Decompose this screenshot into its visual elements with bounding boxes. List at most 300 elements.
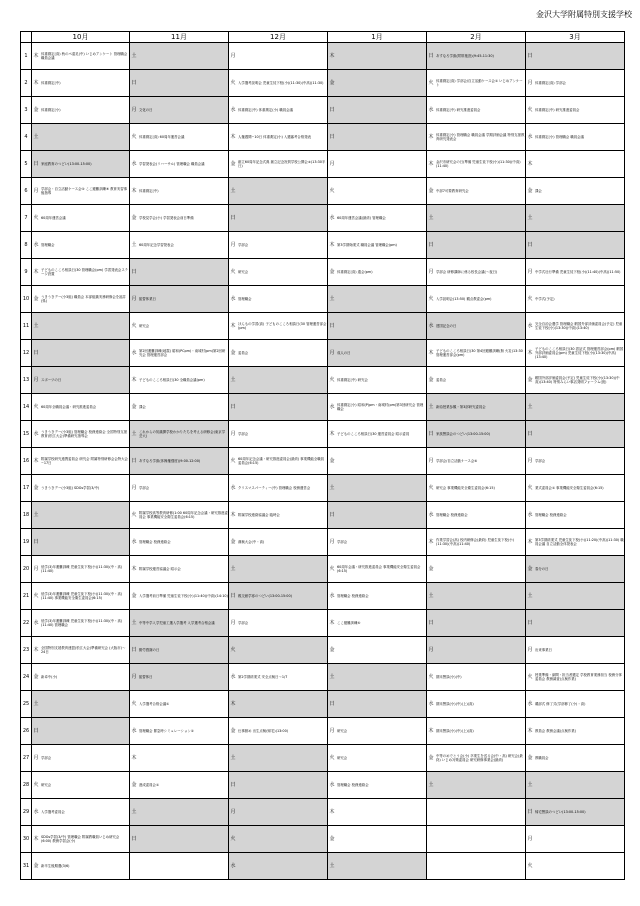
day-cell <box>328 799 427 826</box>
day-cell-content <box>130 340 228 366</box>
day-row <box>21 205 625 232</box>
day-cell-content <box>526 367 624 393</box>
day-cell-content <box>427 772 525 798</box>
weekday-label: 金 <box>428 754 434 761</box>
day-cell-content <box>229 97 327 123</box>
weekday-label: 火 <box>131 133 137 140</box>
day-cell-content <box>328 70 426 96</box>
weekday-label: 月 <box>33 376 39 383</box>
weekday-label: 金 <box>131 214 137 221</box>
event-text: 入学選考委員会 <box>41 809 65 814</box>
day-cell-content <box>32 718 129 744</box>
day-cell <box>427 313 526 340</box>
day-cell-content <box>427 340 525 366</box>
day-row <box>21 691 625 718</box>
event-text: 帰宅懇談のつどい(13:00-15:00) <box>535 809 586 814</box>
day-cell <box>526 124 625 151</box>
day-cell <box>229 583 328 610</box>
event-text: 体重測定(中) 研究会 <box>337 377 368 382</box>
day-cell-content <box>328 232 426 258</box>
weekday-label: 水 <box>33 619 39 626</box>
weekday-label: 日 <box>131 835 137 842</box>
day-cell <box>130 664 229 691</box>
day-cell <box>130 718 229 745</box>
month-header: 12月 <box>229 32 328 43</box>
weekday-label: 水 <box>33 241 39 248</box>
day-row <box>21 151 625 178</box>
month-header: 2月 <box>427 32 526 43</box>
weekday-label: 木 <box>527 349 533 356</box>
weekday-label: 火 <box>329 565 335 572</box>
day-cell <box>526 232 625 259</box>
day-cell <box>32 70 130 97</box>
weekday-label: 水 <box>428 106 434 113</box>
day-cell <box>526 421 625 448</box>
day-cell <box>427 70 526 97</box>
day-cell <box>32 556 130 583</box>
day-cell <box>229 772 328 799</box>
weekday-label: 土 <box>33 700 39 707</box>
day-cell <box>526 691 625 718</box>
day-cell <box>32 259 130 286</box>
day-cell <box>32 502 130 529</box>
day-cell-content <box>32 691 129 717</box>
day-number: 20 <box>21 556 32 583</box>
event-text: 体重測定(小) 管理職会 職員会議 学期評価会議 特別支援教育研究発表会 <box>436 132 525 141</box>
event-text: ほんもの学習(高) 子どものこころ相談日(30 管理運営部会(pm) <box>238 321 327 330</box>
weekday-label: 木 <box>428 349 434 356</box>
day-cell <box>328 475 427 502</box>
day-cell <box>526 556 625 583</box>
weekday-label: 月 <box>329 160 335 167</box>
event-text: スポーツの日 <box>41 377 62 382</box>
weekday-label: 木 <box>329 430 335 437</box>
day-cell <box>130 502 229 529</box>
day-cell <box>427 124 526 151</box>
day-cell-content <box>130 610 228 636</box>
day-cell-content <box>229 367 327 393</box>
weekday-label: 月 <box>527 835 533 842</box>
day-row <box>21 610 625 637</box>
day-cell <box>427 745 526 772</box>
day-cell <box>328 529 427 556</box>
day-cell <box>130 97 229 124</box>
day-cell-content <box>526 259 624 285</box>
day-cell-content <box>32 853 129 879</box>
day-cell-content <box>427 556 525 582</box>
event-text: 委員会 <box>238 350 249 355</box>
day-cell-content <box>526 718 624 744</box>
day-cell-content <box>526 745 624 771</box>
day-row <box>21 745 625 772</box>
day-cell <box>427 259 526 286</box>
event-text: 全国特別支援教育連盟(松江大会)準備研究会 (大阪市)～24日 <box>41 645 126 654</box>
day-cell <box>130 583 229 610</box>
day-cell <box>328 259 427 286</box>
day-cell-content <box>229 502 327 528</box>
day-cell-content <box>328 799 426 825</box>
event-text: 体重測定(小) 昭和(P)pm・南城村(pm)第3回研究会 管理職会 <box>337 402 424 411</box>
day-cell <box>229 97 328 124</box>
day-cell <box>130 799 229 826</box>
weekday-label: 月 <box>527 646 533 653</box>
day-cell <box>427 610 526 637</box>
day-cell-content <box>32 367 129 393</box>
day-cell-content <box>229 718 327 744</box>
weekday-label: 木 <box>131 376 137 383</box>
day-cell <box>229 124 328 151</box>
day-cell <box>229 475 328 502</box>
weekday-label: 火 <box>428 79 434 86</box>
weekday-label: 金 <box>33 862 39 869</box>
event-text: 第3学期終業式 児童生徒下校(小)(11:20)(中高)(11:30) 職員会議 自立活動全体発表会 <box>535 537 624 546</box>
calendar-body <box>21 43 625 880</box>
day-cell-content <box>130 151 228 177</box>
day-cell <box>526 151 625 178</box>
event-text: 体重測定(中) <box>139 188 159 193</box>
day-cell <box>427 151 526 178</box>
day-cell <box>229 286 328 313</box>
day-cell-content <box>526 394 624 420</box>
day-cell-content <box>229 124 327 150</box>
day-number: 14 <box>21 394 32 421</box>
day-cell-content <box>526 556 624 582</box>
day-cell-content <box>130 691 228 717</box>
month-header: 10月 <box>32 32 130 43</box>
day-cell-content <box>32 394 129 420</box>
day-cell-content <box>229 286 327 312</box>
day-cell <box>229 421 328 448</box>
day-cell <box>32 799 130 826</box>
weekday-label: 水 <box>329 214 335 221</box>
event-text: 学部会 <box>238 620 249 625</box>
day-cell <box>328 340 427 367</box>
event-text: 管理職会 校務連絡会 <box>337 782 369 787</box>
weekday-label: 土 <box>33 133 39 140</box>
weekday-label: 金 <box>33 295 39 302</box>
empty-cell <box>427 826 526 853</box>
event-text: 新卓中(小) <box>41 674 58 679</box>
event-text: 新卒生後期選(3/6) <box>41 863 70 868</box>
day-cell-content <box>130 664 228 690</box>
day-cell-content <box>328 718 426 744</box>
day-cell-content <box>328 124 426 150</box>
weekday-label: 土 <box>428 214 434 221</box>
event-text: 春分の日 <box>535 566 549 571</box>
day-cell <box>32 286 130 313</box>
day-cell <box>526 448 625 475</box>
event-text: 研究会 <box>238 269 249 274</box>
day-cell <box>526 394 625 421</box>
day-cell-content <box>229 259 327 285</box>
day-cell <box>427 97 526 124</box>
event-text: うきうきデー(小3組) 職員会 本部組織実務研修会を福井(県) <box>41 294 126 303</box>
day-cell <box>427 502 526 529</box>
day-row <box>21 502 625 529</box>
day-cell <box>32 826 130 853</box>
weekday-label: 木 <box>131 565 137 572</box>
day-cell <box>130 259 229 286</box>
day-number: 7 <box>21 205 32 232</box>
day-cell <box>229 367 328 394</box>
day-cell-content <box>427 448 525 474</box>
day-cell <box>229 340 328 367</box>
weekday-label: 土 <box>230 187 236 194</box>
day-cell <box>130 745 229 772</box>
day-cell-content <box>526 151 624 177</box>
event-text: 建国記念の日 <box>436 323 457 328</box>
day-row <box>21 124 625 151</box>
event-text: 子どものこころ相談日(30 認証式 管理運営部会(pm) 暇国外部評価委員会(pm) 児童生徒下校(小)(13:30)(中高)(13:40) <box>535 346 624 360</box>
weekday-label: 土 <box>131 52 137 59</box>
day-cell-content <box>32 97 129 123</box>
event-text: 附属学校運営協議会 昭示会 <box>139 566 181 571</box>
day-cell-content <box>229 340 327 366</box>
day-cell-content <box>229 43 327 69</box>
day-number: 1 <box>21 43 32 70</box>
day-cell <box>229 205 328 232</box>
event-text: 学部会 <box>337 539 348 544</box>
day-cell-content <box>229 772 327 798</box>
day-row <box>21 340 625 367</box>
month-header: 3月 <box>526 32 625 43</box>
weekday-label: 水 <box>329 592 335 599</box>
day-cell <box>526 826 625 853</box>
weekday-label: 火 <box>230 835 236 842</box>
day-cell <box>328 286 427 313</box>
event-text: クリスマスパーティー(中) 管理職会 校務運営会 <box>238 485 311 490</box>
weekday-label: 土 <box>131 241 137 248</box>
event-text: 低学(3)年避難訓練 児童生徒下校(小)(11:30)(中・高)(11:40) <box>41 564 123 573</box>
day-cell-content <box>130 178 228 204</box>
day-number: 19 <box>21 529 32 556</box>
day-number: 27 <box>21 745 32 772</box>
day-cell <box>229 826 328 853</box>
event-text: 学部会 <box>238 431 249 436</box>
event-text: 勤労感謝の日 <box>139 647 160 652</box>
day-cell-content <box>328 502 426 528</box>
day-row <box>21 826 625 853</box>
month-header: 1月 <box>328 32 427 43</box>
day-cell <box>328 691 427 718</box>
weekday-label: 火 <box>230 79 236 86</box>
school-name: 金沢大学附属特別支援学校 <box>536 10 632 19</box>
day-cell <box>130 421 229 448</box>
weekday-label: 月 <box>428 646 434 653</box>
weekday-label: 月 <box>527 268 533 275</box>
weekday-label: 日 <box>329 322 335 329</box>
day-number: 16 <box>21 448 32 475</box>
day-cell <box>328 502 427 529</box>
weekday-label: 火 <box>230 268 236 275</box>
day-row <box>21 43 625 70</box>
day-cell-content <box>229 529 327 555</box>
day-cell <box>229 718 328 745</box>
day-number: 29 <box>21 799 32 826</box>
weekday-label: 木 <box>33 52 39 59</box>
day-number: 30 <box>21 826 32 853</box>
weekday-label: 木 <box>33 268 39 275</box>
event-text: 入学選考合格会議① <box>139 701 170 706</box>
day-cell <box>427 421 526 448</box>
event-text: うきうきデー(小3組) 管理職会 校務連絡会 全国特別支援教育(松江大会)準備研究指導会 <box>41 429 128 438</box>
day-cell-content <box>229 556 327 582</box>
day-row <box>21 448 625 475</box>
weekday-label: 日 <box>527 808 533 815</box>
weekday-label: 火 <box>527 673 533 680</box>
day-cell <box>328 97 427 124</box>
day-number: 24 <box>21 664 32 691</box>
day-cell <box>32 637 130 664</box>
weekday-label: 土 <box>428 403 434 410</box>
day-cell-content <box>130 367 228 393</box>
event-text: 学部会 研修講師に係る校長会議(～夜日) <box>436 269 498 274</box>
day-number: 28 <box>21 772 32 799</box>
day-cell <box>130 232 229 259</box>
day-cell <box>130 475 229 502</box>
day-cell <box>229 232 328 259</box>
day-cell-content <box>229 421 327 447</box>
month-header-row <box>21 32 625 43</box>
weekday-label: 火 <box>428 673 434 680</box>
day-cell-content <box>427 70 525 96</box>
day-cell-content <box>130 826 228 852</box>
day-cell <box>526 637 625 664</box>
event-text: 研究会 <box>337 755 348 760</box>
day-cell <box>526 259 625 286</box>
day-cell <box>526 367 625 394</box>
day-cell <box>328 421 427 448</box>
day-row <box>21 475 625 502</box>
day-cell <box>526 340 625 367</box>
weekday-label: 火 <box>131 700 137 707</box>
day-cell <box>229 529 328 556</box>
weekday-label: 土 <box>230 754 236 761</box>
day-cell <box>130 772 229 799</box>
day-cell-content <box>32 340 129 366</box>
day-cell-content <box>328 610 426 636</box>
day-cell-content <box>526 691 624 717</box>
event-text: 進成委員会① <box>139 782 159 787</box>
day-cell-content <box>526 232 624 258</box>
event-text: 60周年会議・研究推進委員会 事業機能安全衛生委員会(6:15) <box>337 564 421 573</box>
day-cell <box>526 610 625 637</box>
event-text: 課会 <box>139 404 146 409</box>
day-cell <box>328 43 427 70</box>
event-text: 体重測定(中) 体重測定(小) 職員会議 <box>238 107 293 112</box>
day-cell <box>427 205 526 232</box>
day-cell-content <box>427 43 525 69</box>
event-text: あすなろ学級(附帯施設)(9:45-11:30) <box>436 53 494 58</box>
day-number: 8 <box>21 232 32 259</box>
weekday-label: 火 <box>329 187 335 194</box>
day-cell-content <box>32 313 129 339</box>
weekday-label: 金 <box>428 187 434 194</box>
day-number: 10 <box>21 286 32 313</box>
weekday-label: 金 <box>527 754 533 761</box>
day-number: 25 <box>21 691 32 718</box>
day-cell <box>427 448 526 475</box>
weekday-label: 土 <box>230 376 236 383</box>
day-cell-content <box>526 772 624 798</box>
weekday-label: 火 <box>33 592 39 599</box>
day-cell-content <box>328 448 426 474</box>
weekday-label: 金 <box>428 376 434 383</box>
event-text: 60周年運営会議 <box>41 215 66 220</box>
weekday-label: 日 <box>131 79 137 86</box>
day-cell-content <box>526 70 624 96</box>
day-number: 6 <box>21 178 32 205</box>
day-cell-content <box>526 205 624 231</box>
weekday-label: 月 <box>131 484 137 491</box>
day-number: 2 <box>21 70 32 97</box>
day-cell <box>130 286 229 313</box>
day-row <box>21 421 625 448</box>
day-cell <box>130 529 229 556</box>
day-cell-content <box>328 205 426 231</box>
weekday-label: 木 <box>33 457 39 464</box>
weekday-label: 月 <box>230 808 236 815</box>
weekday-label: 木 <box>428 538 434 545</box>
weekday-label: 木 <box>329 619 335 626</box>
day-row <box>21 637 625 664</box>
day-number: 11 <box>21 313 32 340</box>
weekday-label: 月 <box>230 52 236 59</box>
day-cell <box>328 232 427 259</box>
event-text: 委員会 <box>436 377 447 382</box>
weekday-label: 金 <box>131 403 137 410</box>
day-cell <box>526 583 625 610</box>
event-text: 親交館学寒のつどい(13:00-15:00) <box>238 593 292 598</box>
event-text: 子どものこころ相談日(30 管理職会(pm) 学習発表会ステージ設置 <box>41 267 129 276</box>
day-cell-content <box>229 394 327 420</box>
day-cell <box>229 178 328 205</box>
day-number: 9 <box>21 259 32 286</box>
day-cell <box>130 637 229 664</box>
day-cell-content <box>229 610 327 636</box>
day-cell <box>526 97 625 124</box>
weekday-label: 金 <box>131 592 137 599</box>
day-cell-content <box>427 259 525 285</box>
event-text: 第3学期始業式 職員会議 管理職会(pm) <box>337 242 397 247</box>
weekday-label: 金 <box>230 538 236 545</box>
weekday-label: 月 <box>329 349 335 356</box>
day-cell <box>328 124 427 151</box>
day-cell <box>32 610 130 637</box>
day-cell <box>427 718 526 745</box>
event-text: 中学式(予定) <box>535 296 555 301</box>
weekday-label: 土 <box>329 295 335 302</box>
day-cell <box>526 178 625 205</box>
weekday-label: 木 <box>230 700 236 707</box>
event-text: 研究会 <box>337 728 348 733</box>
weekday-label: 火 <box>230 457 236 464</box>
day-cell-content <box>427 205 525 231</box>
weekday-label: 水 <box>527 511 533 518</box>
day-cell-content <box>526 124 624 150</box>
weekday-label: 金 <box>230 727 236 734</box>
weekday-label: 日 <box>329 511 335 518</box>
day-cell <box>427 772 526 799</box>
day-cell-content <box>427 286 525 312</box>
event-text: 教員会 教務会議(点検作業) <box>535 728 577 733</box>
day-cell <box>32 124 130 151</box>
weekday-label: 日 <box>428 52 434 59</box>
weekday-label: 金 <box>33 106 39 113</box>
event-text: 授業準備・副間・担当者選定 学校教育業務担当 校務分掌委員会 教務調査(点検作業) <box>535 672 622 681</box>
day-cell <box>526 664 625 691</box>
day-cell-content <box>526 502 624 528</box>
